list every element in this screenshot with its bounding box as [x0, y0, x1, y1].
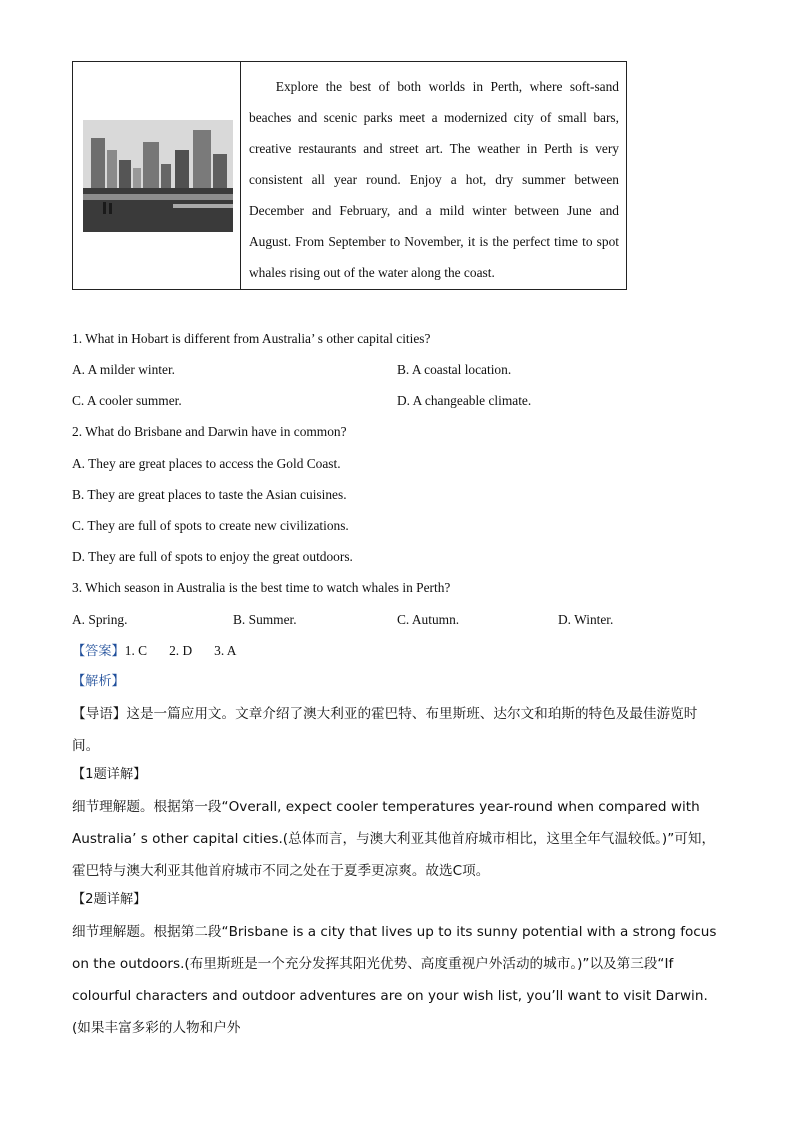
answer-3: 3. A: [214, 643, 237, 658]
q3-option-c: C. Autumn.: [397, 612, 460, 627]
q1-option-c: C. A cooler summer.: [72, 393, 182, 408]
answer-1: 1. C: [124, 643, 148, 658]
guide-paragraph: [72, 698, 722, 762]
photo-cell: [73, 62, 241, 289]
q1-option-a: A. A milder winter.: [72, 362, 176, 377]
q3-option-b: B. Summer.: [233, 612, 297, 627]
q1-detail-tag: 【1题详解】: [72, 767, 147, 782]
answer-row: [72, 641, 236, 662]
q2-detail-tag: 【2题详解】: [72, 892, 147, 907]
q3-option-a: A. Spring.: [72, 612, 128, 627]
q2-option-a: A. They are great places to access the Gold Coast.: [72, 456, 341, 471]
q1-option-d: D. A changeable climate.: [397, 393, 532, 408]
intro-paragraph: Explore the best of both worlds in Perth, where soft-sand beaches and scenic parks meet a modernized city of small bars, creative restaurants and street art. The weather in Perth is very consistent all year round. Enjoy a hot, dry summer between December and February, and a mild winter between June and August. From September to November, it is the perfect time to spot whales rising out of the water along the coast.: [249, 79, 619, 280]
question-3-stem: 3. Which season in Australia is the best time to watch whales in Perth?: [72, 580, 451, 595]
perth-skyline-photo: [83, 120, 233, 232]
intro-table: [72, 61, 627, 290]
analysis-tag: 【解析】: [72, 674, 125, 689]
q2-option-c: C. They are full of spots to create new civilizations.: [72, 518, 349, 533]
q2-detail-text: 细节理解题。根据第二段“Brisbane is a city that lives up to its sunny potential with a strong focus on the outdoors.(布里斯班是一个充分发挥其阳光优势、高度重视户外活动的城市。)”以及第三段“If colourful characters and outdoor adventures are on your wish list, you’ll want to visit Darwin.(如果丰富多彩的人物和户外: [72, 924, 717, 1036]
answer-2: 2. D: [169, 643, 193, 658]
guide-text: 这是一篇应用文。文章介绍了澳大利亚的霍巴特、布里斯班、达尔文和珀斯的特色及最佳游览时间。: [72, 706, 698, 754]
guide-tag: 【导语】: [72, 706, 127, 722]
q2-option-b: B. They are great places to taste the Asian cuisines.: [72, 487, 347, 502]
question-1-stem: 1. What in Hobart is different from Australia’ s other capital cities?: [72, 331, 431, 346]
q1-option-b: B. A coastal location.: [397, 362, 512, 377]
answer-tag: 【答案】: [72, 644, 125, 659]
q3-option-d: D. Winter.: [558, 612, 614, 627]
question-2-stem: 2. What do Brisbane and Darwin have in common?: [72, 424, 347, 439]
q1-detail-text: 细节理解题。根据第一段“Overall, expect cooler temperatures year-round when compared with Australia’ s other capital cities.(总体而言，与澳大利亚其他首府城市相比，这里全年气温较低。)”可知，霍巴特与澳大利亚其他首府城市不同之处在于夏季更凉爽。故选C项。: [72, 799, 716, 879]
q2-option-d: D. They are full of spots to enjoy the great outdoors.: [72, 549, 353, 564]
